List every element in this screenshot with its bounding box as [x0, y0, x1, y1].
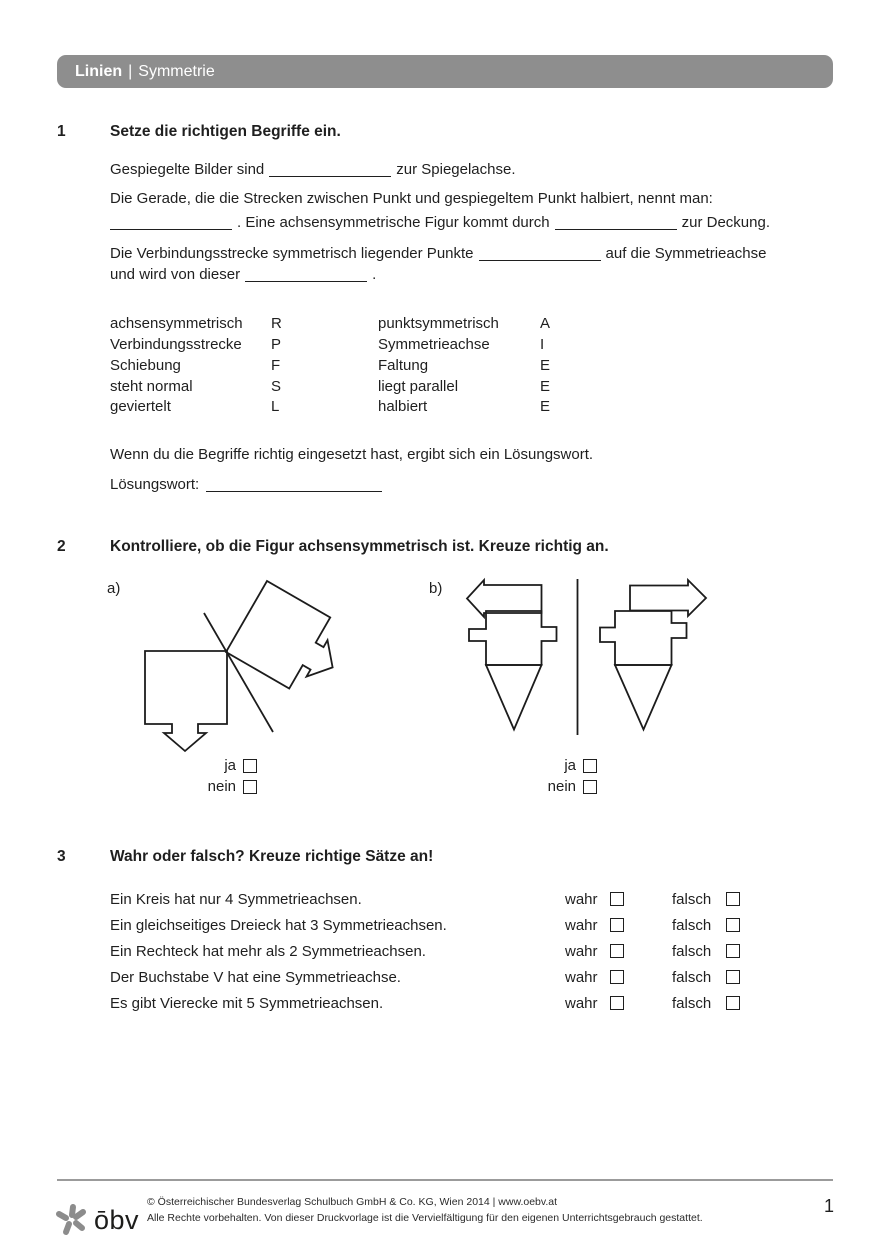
term-label: punktsymmetrisch [378, 315, 499, 332]
exercise-2-title: Kontrolliere, ob die Figur achsensymmetrisch ist. Kreuze richtig an. [110, 538, 609, 555]
checkbox-ja-a[interactable] [243, 759, 257, 773]
page-number: 1 [823, 1196, 834, 1216]
choice-row-ja-a [224, 759, 257, 773]
statement-row [110, 917, 790, 937]
statement-row [110, 995, 790, 1015]
oebv-star-icon [55, 1202, 87, 1238]
checkbox-falsch-4[interactable] [726, 970, 740, 984]
copyright-line-1: © Österreichischer Bundesverlag Schulbuch GmbH & Co. KG, Wien 2014 | www.oebv.at [147, 1196, 558, 1208]
checkbox-falsch-1[interactable] [726, 892, 740, 906]
fill-in-blank[interactable] [245, 267, 367, 282]
fill-line-1-post: zur Spiegelachse. [396, 161, 516, 178]
term-label: Schiebung [110, 356, 181, 374]
wahr-label: wahr [565, 917, 598, 934]
fill-in-blank[interactable] [110, 215, 232, 230]
fill-line-3 [110, 214, 770, 231]
statement-text: Ein Rechteck hat mehr als 2 Symmetrieachsen. [110, 943, 426, 960]
checkbox-ja-b[interactable] [583, 759, 597, 773]
term-letter: E [540, 356, 551, 374]
fill-line-4 [110, 245, 766, 262]
term-label: liegt parallel [378, 377, 459, 395]
exercise-2-number: 2 [57, 538, 66, 555]
term-row [110, 378, 610, 398]
fill-line-3-mid: . Eine achsensymmetrische Figur kommt durch [237, 214, 550, 231]
figure-b-choices [487, 759, 597, 794]
term-label: Verbindungsstrecke [110, 336, 242, 353]
oebv-logo [55, 1202, 139, 1238]
exercise-1-title: Setze die richtigen Begriffe ein. [110, 123, 341, 140]
checkbox-wahr-5[interactable] [610, 996, 624, 1010]
fill-in-blank[interactable] [479, 246, 601, 261]
figure-b-drawing [440, 575, 730, 760]
chapter-title: Linien [75, 63, 123, 80]
exercise-3-title: Wahr oder falsch? Kreuze richtige Sätze an! [110, 848, 434, 865]
checkbox-falsch-2[interactable] [726, 918, 740, 932]
term-letter: S [271, 377, 282, 395]
fill-line-3-post: zur Deckung. [681, 214, 770, 231]
wahr-label: wahr [565, 891, 598, 908]
falsch-label: falsch [672, 995, 712, 1012]
solution-word-line [110, 476, 387, 493]
fill-line-1-pre: Gespiegelte Bilder sind [110, 161, 265, 178]
term-label: Faltung [378, 356, 429, 374]
term-label: halbiert [378, 398, 428, 415]
fill-in-blank[interactable] [269, 162, 391, 177]
term-letter: A [540, 315, 551, 332]
term-label: Symmetrieachse [378, 336, 490, 353]
exercise-1-number: 1 [57, 123, 66, 140]
fill-line-4-pre: Die Verbindungsstrecke symmetrisch liegender Punkte [110, 245, 474, 262]
term-letter: P [271, 336, 282, 353]
term-letter: F [271, 356, 281, 374]
statement-text: Der Buchstabe V hat eine Symmetrieachse. [110, 969, 401, 986]
fill-in-blank[interactable] [555, 215, 677, 230]
statement-text: Ein Kreis hat nur 4 Symmetrieachsen. [110, 891, 362, 908]
ja-label: ja [564, 757, 576, 774]
wahr-label: wahr [565, 995, 598, 1012]
rocket-tip-right [615, 665, 672, 730]
right-pointing-arrow [630, 580, 706, 616]
term-label: achsensymmetrisch [110, 315, 243, 332]
term-letter: I [540, 336, 545, 353]
term-row [110, 357, 610, 377]
term-row [110, 398, 610, 418]
statement-row [110, 943, 790, 963]
statement-text: Ein gleichseitiges Dreieck hat 3 Symmetrieachsen. [110, 917, 447, 934]
rocket-tip-left [486, 665, 542, 730]
copyright-line-2: Alle Rechte vorbehalten. Von dieser Druckvorlage ist die Vervielfältigung für den eigenen Unterrichtsgebrauch gestattet. [147, 1211, 703, 1224]
falsch-label: falsch [672, 891, 712, 908]
choice-row-nein-b [548, 780, 597, 794]
chapter-title-separator: | [128, 63, 133, 80]
chapter-header-bar [57, 55, 833, 88]
statement-row [110, 969, 790, 989]
statement-row [110, 891, 790, 911]
chapter-subtitle: Symmetrie [138, 63, 215, 80]
falsch-label: falsch [672, 943, 712, 960]
checkbox-nein-b[interactable] [583, 780, 597, 794]
term-label: steht normal [110, 377, 193, 395]
rocket-body-right [600, 611, 687, 665]
wahr-label: wahr [565, 969, 598, 986]
oebv-logo-text: ōbv [94, 1204, 140, 1235]
rocket-body-left [469, 611, 557, 665]
wahr-label: wahr [565, 943, 598, 960]
falsch-label: falsch [672, 917, 712, 934]
term-row [110, 315, 610, 335]
figure-a-drawing [100, 575, 420, 760]
copyright-text [147, 1195, 707, 1226]
fill-line-5 [110, 266, 376, 283]
checkbox-wahr-3[interactable] [610, 944, 624, 958]
term-letter: E [540, 398, 551, 415]
solution-word-blank[interactable] [206, 477, 382, 492]
checkbox-nein-a[interactable] [243, 780, 257, 794]
choice-row-nein-a [208, 780, 257, 794]
checkbox-wahr-1[interactable] [610, 892, 624, 906]
fill-line-5-pre: und wird von dieser [110, 266, 241, 283]
fill-line-2: Die Gerade, die die Strecken zwischen Punkt und gespiegeltem Punkt halbiert, nennt man: [110, 190, 713, 207]
checkbox-wahr-4[interactable] [610, 970, 624, 984]
footer-divider [57, 1179, 833, 1181]
term-letter: L [271, 398, 280, 415]
square-with-arrow-shape [145, 651, 227, 751]
term-letter: R [271, 315, 282, 332]
solution-word-label: Lösungswort: [110, 476, 200, 493]
fill-line-5-post: . [372, 266, 377, 283]
fill-line-4-post: auf die Symmetrieachse [605, 245, 767, 262]
nein-label: nein [547, 778, 576, 795]
checkbox-wahr-2[interactable] [610, 918, 624, 932]
checkbox-falsch-3[interactable] [726, 944, 740, 958]
term-row [110, 336, 610, 356]
figure-a-label: a) [107, 580, 121, 597]
term-letter: E [540, 377, 551, 395]
figure-b-label: b) [429, 580, 443, 597]
checkbox-falsch-5[interactable] [726, 996, 740, 1010]
statement-text: Es gibt Vierecke mit 5 Symmetrieachsen. [110, 995, 384, 1012]
choice-row-ja-b [564, 759, 597, 773]
falsch-label: falsch [672, 969, 712, 986]
fill-line-1 [110, 161, 516, 178]
term-label: geviertelt [110, 398, 171, 415]
hint-text: Wenn du die Begriffe richtig eingesetzt hast, ergibt sich ein Lösungswort. [110, 446, 594, 463]
nein-label: nein [207, 778, 236, 795]
exercise-3-number: 3 [57, 848, 66, 865]
figure-a-choices [147, 759, 257, 794]
ja-label: ja [224, 757, 236, 774]
